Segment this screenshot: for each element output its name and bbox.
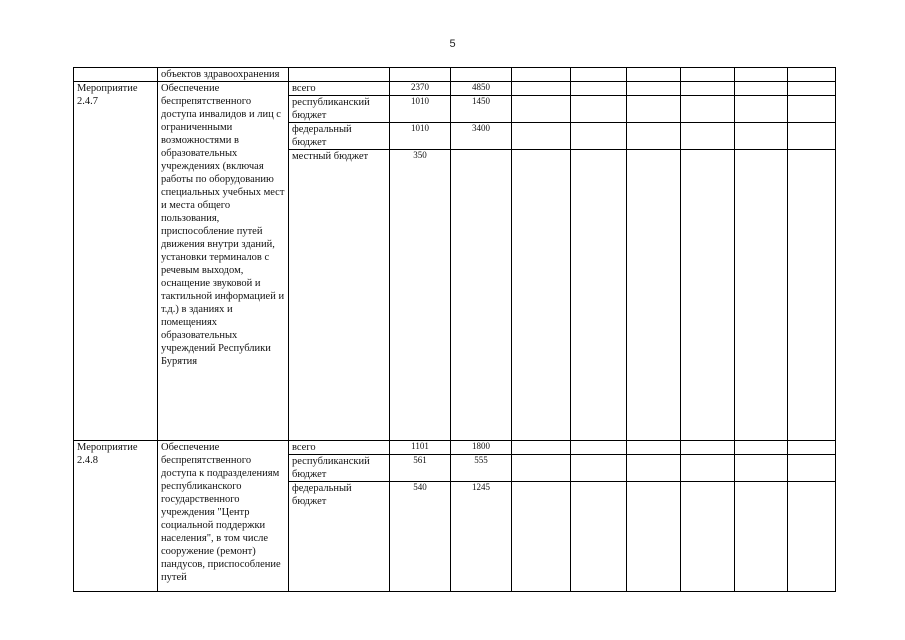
source-cell: республиканский бюджет — [289, 455, 390, 482]
value-cell: 1010 — [390, 96, 451, 123]
source-cell: федеральный бюджет — [289, 482, 390, 592]
description-cell: объектов здравоохранения — [158, 68, 289, 82]
value-cell: 4850 — [451, 82, 512, 96]
measure-label: Мероприятие 2.4.7 — [74, 82, 158, 441]
value-cell: 1245 — [451, 482, 512, 592]
source-cell: всего — [289, 441, 390, 455]
budget-table — [73, 67, 836, 592]
table-row — [74, 441, 836, 455]
value-cell: 2370 — [390, 82, 451, 96]
source-cell: всего — [289, 82, 390, 96]
source-cell: республиканский бюджет — [289, 96, 390, 123]
measure-description: Обеспечение беспрепятственного доступа к подразделениям республиканского государственного учреждения "Центр социальной поддержки населения", в том числе сооружение (ремонт) пандусов, приспособление путей — [158, 441, 289, 592]
table-row — [74, 82, 836, 96]
value-cell: 1450 — [451, 96, 512, 123]
page-number: 5 — [449, 38, 456, 50]
value-cell — [451, 150, 512, 441]
value-cell: 561 — [390, 455, 451, 482]
value-cell: 350 — [390, 150, 451, 441]
value-cell: 1010 — [390, 123, 451, 150]
table-row — [74, 68, 836, 82]
value-cell: 3400 — [451, 123, 512, 150]
measure-label: Мероприятие 2.4.8 — [74, 441, 158, 592]
measure-description: Обеспечение беспрепятственного доступа инвалидов и лиц с ограниченными возможностями в образовательных учреждениях (включая работы по оборудованию специальных учебных мест и места общего пользования, приспособление путей движения внутри зданий, установки терминалов с речевым выходом, оснащение звуковой и тактильной информацией и т.д.) в зданиях и помещениях образовательных учреждений Республики Бурятия — [158, 82, 289, 441]
source-cell: местный бюджет — [289, 150, 390, 441]
value-cell: 1800 — [451, 441, 512, 455]
source-cell: федеральный бюджет — [289, 123, 390, 150]
value-cell: 555 — [451, 455, 512, 482]
value-cell: 1101 — [390, 441, 451, 455]
value-cell: 540 — [390, 482, 451, 592]
